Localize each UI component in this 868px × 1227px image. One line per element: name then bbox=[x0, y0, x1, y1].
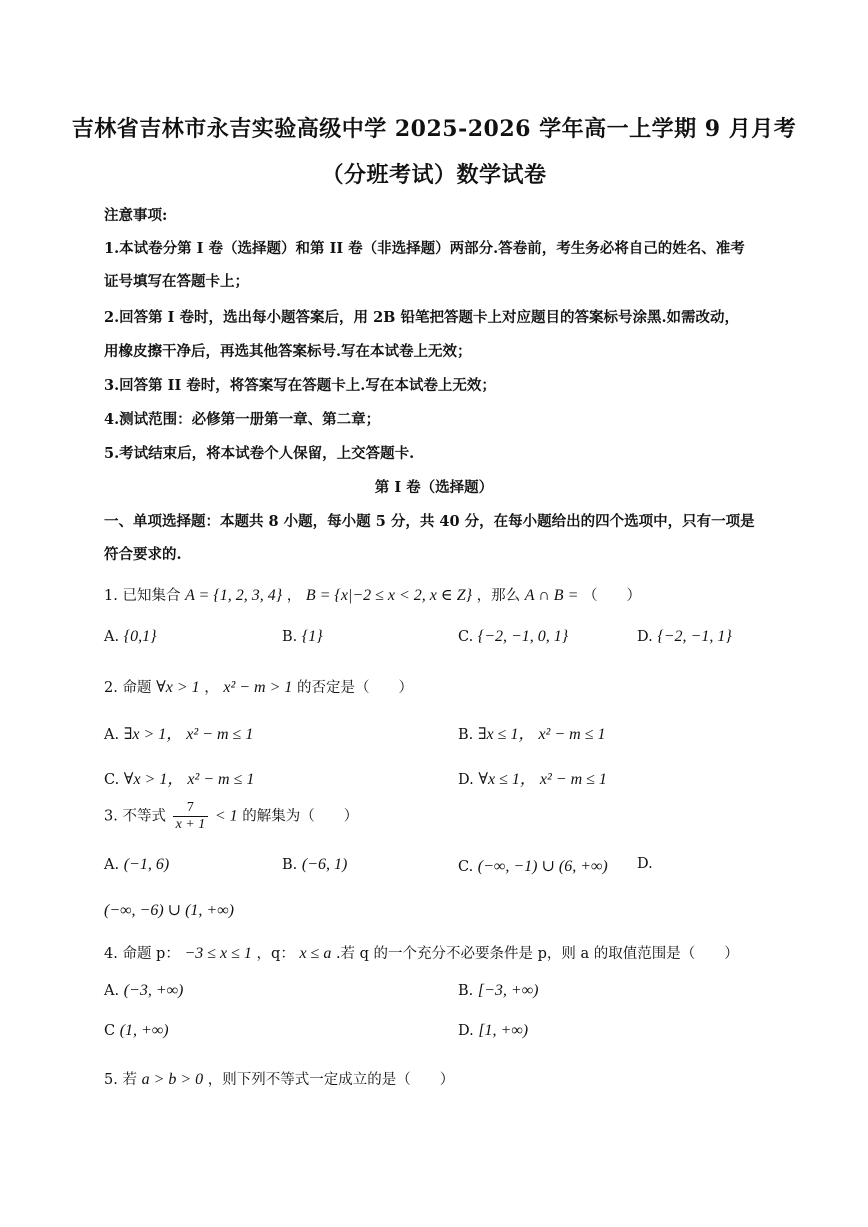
q4-option-b[interactable] bbox=[458, 982, 538, 1000]
q4-option-d[interactable] bbox=[458, 1022, 528, 1040]
q1-option-d[interactable] bbox=[637, 628, 732, 646]
option-value: [−3, +∞) bbox=[477, 982, 539, 999]
q1-text-2: ， bbox=[286, 588, 302, 604]
q3-numerator: 7 bbox=[173, 800, 209, 817]
section-title: 第 I 卷（选择题） bbox=[374, 479, 494, 496]
q3-relation: < 1 bbox=[214, 807, 238, 825]
option-letter: A. bbox=[104, 727, 120, 743]
option-letter: D. bbox=[458, 772, 474, 788]
option-letter: A. bbox=[104, 857, 120, 873]
note-line-7: 5.考试结束后，将本试卷个人保留，上交答题卡. bbox=[104, 445, 415, 462]
option-letter: B. bbox=[458, 983, 474, 999]
note-line-4: 用橡皮擦干净后，再选其他答案标号.写在本试卷上无效； bbox=[104, 343, 472, 360]
option-letter: C. bbox=[458, 859, 474, 875]
note-line-1: 1.本试卷分第 I 卷（选择题）和第 II 卷（非选择题）两部分.答卷前，考生务必将自己的姓名、准考 bbox=[104, 240, 745, 257]
q3-option-d-letter[interactable]: D. bbox=[637, 856, 653, 872]
q3-text-1: 3. 不等式 bbox=[104, 808, 166, 825]
option-value: ∃x > 1， x² − m ≤ 1 bbox=[123, 726, 254, 743]
note-line-5: 3.回答第 II 卷时，将答案写在答题卡上.写在本试卷上无效； bbox=[104, 377, 496, 394]
note-line-2: 证号填写在答题卡上； bbox=[104, 273, 249, 290]
q4-condition-p: −3 ≤ x ≤ 1 bbox=[184, 945, 252, 962]
note-line-3: 2.回答第 I 卷时，选出每小题答案后，用 2B 铅笔把答题卡上对应题目的答案标号涂黑.如需改动， bbox=[104, 309, 740, 326]
option-value: {−2, −1, 1} bbox=[657, 628, 732, 645]
q2-expression: x² − m > 1 bbox=[223, 679, 293, 696]
q2-text-3: 的否定是（ ） bbox=[297, 680, 413, 696]
q5-condition: a > b > 0 bbox=[141, 1071, 204, 1088]
option-letter: A. bbox=[104, 629, 120, 645]
option-value: ∀x ≤ 1， x² − m ≤ 1 bbox=[478, 771, 607, 788]
question-3 bbox=[104, 800, 358, 833]
option-value: ∃x ≤ 1， x² − m ≤ 1 bbox=[477, 726, 606, 743]
section-intro-line2: 符合要求的. bbox=[104, 546, 182, 563]
section-intro-line1: 一、单项选择题：本题共 8 小题，每小题 5 分，共 40 分，在每小题给出的四个选项中，只有一项是 bbox=[104, 513, 755, 530]
option-value: {−2, −1, 0, 1} bbox=[477, 628, 569, 645]
option-letter: B. bbox=[282, 629, 298, 645]
exam-title-line1: 吉林省吉林市永吉实验高级中学 2025-2026 学年高一上学期 9 月月考 bbox=[71, 116, 797, 142]
option-letter: C bbox=[104, 1023, 116, 1039]
option-letter: D. bbox=[458, 1023, 474, 1039]
note-line-6: 4.测试范围：必修第一册第一章、第二章； bbox=[104, 411, 381, 428]
option-letter: C. bbox=[458, 629, 474, 645]
option-value: {1} bbox=[301, 628, 323, 645]
q1-text-3: ，那么 bbox=[476, 588, 521, 604]
q5-text-2: ，则下列不等式一定成立的是（ ） bbox=[207, 1072, 455, 1088]
q4-text-3: .若 q 的一个充分不必要条件是 p，则 a 的取值范围是（ ） bbox=[335, 946, 739, 962]
option-value: ∀x > 1， x² − m ≤ 1 bbox=[123, 771, 255, 788]
q1-expression: A ∩ B = bbox=[524, 587, 579, 604]
question-5 bbox=[104, 1068, 454, 1089]
option-value: (−3, +∞) bbox=[123, 982, 184, 999]
option-value: (1, +∞) bbox=[119, 1022, 169, 1039]
q5-text-1: 5. 若 bbox=[104, 1072, 137, 1088]
q3-option-d-value[interactable]: (−∞, −6) ∪ (1, +∞) bbox=[104, 902, 234, 919]
option-letter: B. bbox=[458, 727, 474, 743]
option-value: (−∞, −1) ∪ (6, +∞) bbox=[477, 858, 608, 875]
option-letter: A. bbox=[104, 983, 120, 999]
q3-option-b[interactable] bbox=[282, 856, 347, 874]
option-letter: B. bbox=[282, 857, 298, 873]
q3-text-2: 的解集为（ ） bbox=[242, 808, 359, 825]
q2-option-b[interactable] bbox=[458, 721, 605, 744]
q3-option-a[interactable] bbox=[104, 856, 169, 874]
question-1 bbox=[104, 584, 641, 605]
q1-option-b[interactable] bbox=[282, 628, 323, 646]
q4-option-a[interactable] bbox=[104, 982, 183, 1000]
q2-text-1: 2. 命题 bbox=[104, 680, 152, 696]
q1-set-b: B = {x|−2 ≤ x < 2, x ∈ Z} bbox=[305, 587, 473, 604]
q4-text-2: ，q： bbox=[256, 946, 295, 962]
question-4 bbox=[104, 942, 739, 963]
q4-text-1: 4. 命题 p： bbox=[104, 946, 180, 962]
q1-option-a[interactable] bbox=[104, 628, 157, 646]
option-value: [1, +∞) bbox=[478, 1022, 529, 1039]
q2-text-2: ， bbox=[204, 680, 219, 696]
q4-option-c[interactable] bbox=[104, 1022, 169, 1040]
question-2 bbox=[104, 676, 413, 697]
option-value: (−6, 1) bbox=[301, 856, 348, 873]
option-letter: D. bbox=[637, 629, 653, 645]
q2-option-a[interactable] bbox=[104, 721, 253, 744]
q2-option-d[interactable] bbox=[458, 766, 607, 789]
q1-set-a: A = {1, 2, 3, 4} bbox=[185, 587, 283, 604]
q2-quantifier: ∀x > 1 bbox=[156, 679, 200, 696]
q1-text-1: 1. 已知集合 bbox=[104, 588, 181, 604]
exam-title-line2: （分班考试）数学试卷 bbox=[321, 162, 547, 188]
q1-answer-blank: （ ） bbox=[582, 588, 641, 604]
q3-fraction bbox=[173, 800, 209, 833]
q3-option-c[interactable] bbox=[458, 856, 608, 876]
q1-option-c[interactable] bbox=[458, 628, 568, 646]
q3-denominator: x + 1 bbox=[175, 817, 206, 832]
q2-option-c[interactable] bbox=[104, 766, 254, 789]
option-letter: C. bbox=[104, 772, 120, 788]
option-value: (−1, 6) bbox=[123, 856, 170, 873]
notes-heading: 注意事项: bbox=[104, 207, 168, 224]
option-value: {0,1} bbox=[123, 628, 157, 645]
q4-condition-q: x ≤ a bbox=[299, 945, 332, 962]
